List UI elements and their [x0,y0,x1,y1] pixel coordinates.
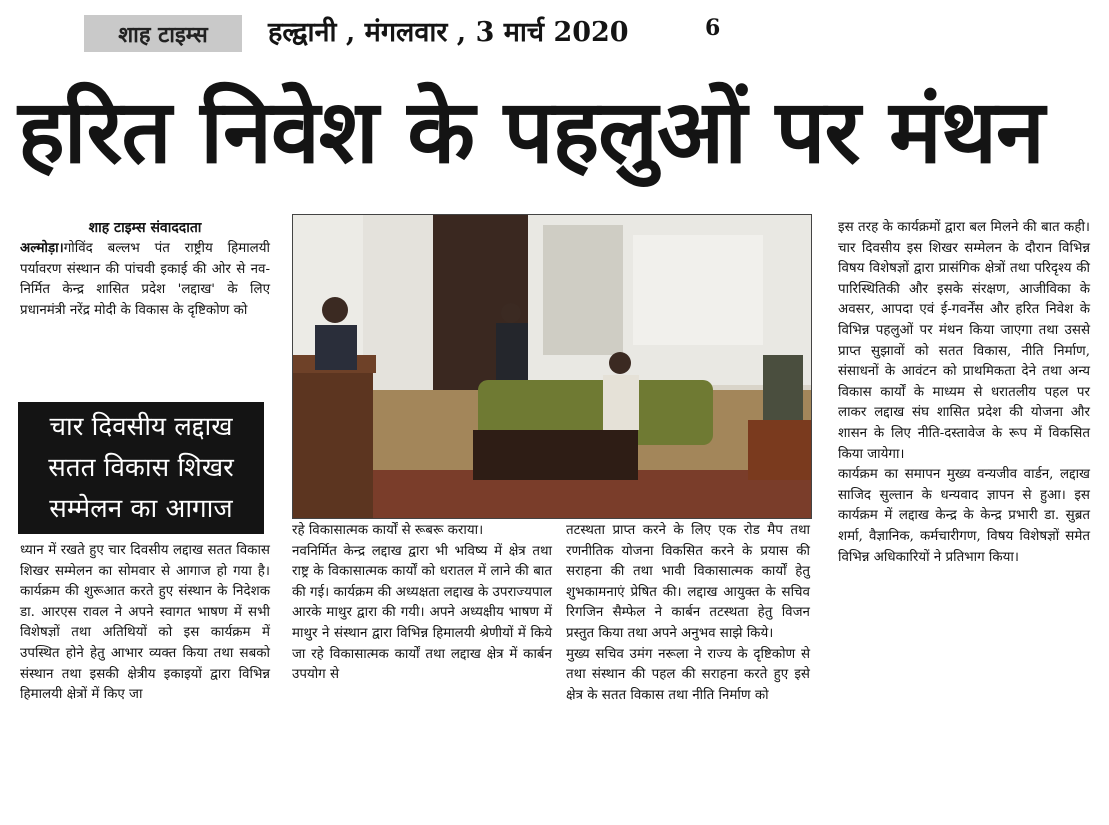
subhead-line-2: सतत विकास शिखर [48,452,234,483]
column-2 [292,521,552,686]
event-photo [292,214,812,519]
dateline: हल्द्वानी , मंगलवार , 3 मार्च 2020 [268,17,629,48]
column-4 [838,218,1090,568]
col4-paragraph-1: इस तरह के कार्यक्रमों द्वारा बल मिलने की बात कही। चार दिवसीय इस शिखर सम्मेलन के दौरान विभिन्न विषय विशेषज्ञों द्वारा प्रासंगिक क्षेत्रों तथा परिदृश्य की पारिस्थितिकी और इसके संरक्षण, आजीविका के अवसर, आपदा एवं ई-गवर्नेंस और हरित निवेश के विभिन्न पहलुओं पर मंथन किया जाएगा तथा उससे प्राप्त सुझावों को सतत विकास, नीति निर्माण, संसाधनों के आवंटन को प्राथमिकता देने तथा अन्य विकास कार्यों के माध्यम से धरातलीय पहल पर लाकर लद्दाख संघ शासित प्रदेश की योजना और शासन के लिए नीति-दस्तावेज के रूप में विकसित किया जायेगा। [838,220,1090,462]
subhead-line-1: चार दिवसीय लद्दाख [49,411,233,442]
col3-paragraph-2: मुख्य सचिव उमंग नरूला ने राज्य के दृष्टिकोण से तथा संस्थान की पहल की सराहना करते हुए इसे क्षेत्र के सतत विकास तथा नीति निर्माण को [566,646,810,703]
subhead-line-3: सम्मेलन का आगाज [49,493,233,524]
headline: हरित निवेश के पहलुओं पर मंथन [18,80,1044,183]
page-number: 6 [705,15,721,41]
subheadline-box [18,402,264,534]
dateline-place: अल्मोड़ा। [20,240,64,256]
col2-paragraph-2: नवनिर्मित केन्द्र लद्दाख द्वारा भी भविष्य में क्षेत्र तथा राष्ट्र के विकासात्मक कार्यों को धरातल में लाने की बात की गई। कार्यक्रम की अध्यक्षता लद्दाख के उपराज्यपाल आरके माथुर द्वारा की गयी। अपने अध्यक्षीय भाषण में माथुर ने संस्थान द्वारा विभिन्न हिमालयी श्रेणीयों में किये जा रहे विकासात्मक कार्यों तथा लद्दाख क्षेत्र में कार्बन उपयोग से [292,543,552,683]
col2-paragraph-1: रहे विकासात्मक कार्यों से रूबरू कराया। [292,523,484,538]
byline: शाह टाइम्स संवाददाता [88,220,202,236]
col1-top-text: गोविंद बल्लभ पंत राष्ट्रीय हिमालयी पर्यावरण संस्थान की पांचवी इकाई की ओर से नव-निर्मित केन्द्र शासित प्रदेश 'लद्दाख' के लिए प्रधानमंत्री नरेंद्र मोदी के विकास के दृष्टिकोण को [20,241,270,318]
column-3 [566,521,810,706]
column-1-top [20,238,270,321]
col1-bottom-text: ध्यान में रखते हुए चार दिवसीय लद्दाख सतत विकास शिखर सम्मेलन का सोमवार से आगाज हो गया है। कार्यक्रम की शुरूआत करते हुए संस्थान के निदेशक डा. आरएस रावल ने अपने स्वागत भाषण में सभी विशेषज्ञों तथा अतिथियों को इस कार्यक्रम में उपस्थित होने हेतु आभार व्यक्त किया तथा सबको संस्थान तथा इसकी क्षेत्रीय इकाइयों द्वारा विभिन्न हिमालयी क्षेत्रों में किए जा [20,543,270,703]
column-1-bottom [20,541,270,706]
event-photo-illustration [293,215,811,518]
col4-paragraph-2: कार्यक्रम का समापन मुख्य वन्यजीव वार्डन, लद्दाख साजिद सुल्तान के धन्यवाद ज्ञापन से हुआ। इस कार्यक्रम में लद्दाख केन्द्र के केन्द्र प्रभारी डा. सुब्रत शर्मा, वैज्ञानिक, कर्मचारीगण, विषय विशेषज्ञों समेत विभिन्न अधिकारियों ने प्रतिभाग किया। [838,467,1090,565]
col3-paragraph-1: तटस्थता प्राप्त करने के लिए एक रोड मैप तथा रणनीतिक योजना विकसित करने के प्रयास की सराहना की तथा भावी विकासात्मक कार्यों हेतु शुभकामनाएं प्रेषित की। लद्दाख आयुक्त के सचिव रिगजिन सैम्फेल ने कार्बन तटस्थता हेतु विजन प्रस्तुत किया तथा अपने अनुभव साझे किये। [566,523,810,641]
masthead-logo: शाह टाइम्स [84,15,242,52]
